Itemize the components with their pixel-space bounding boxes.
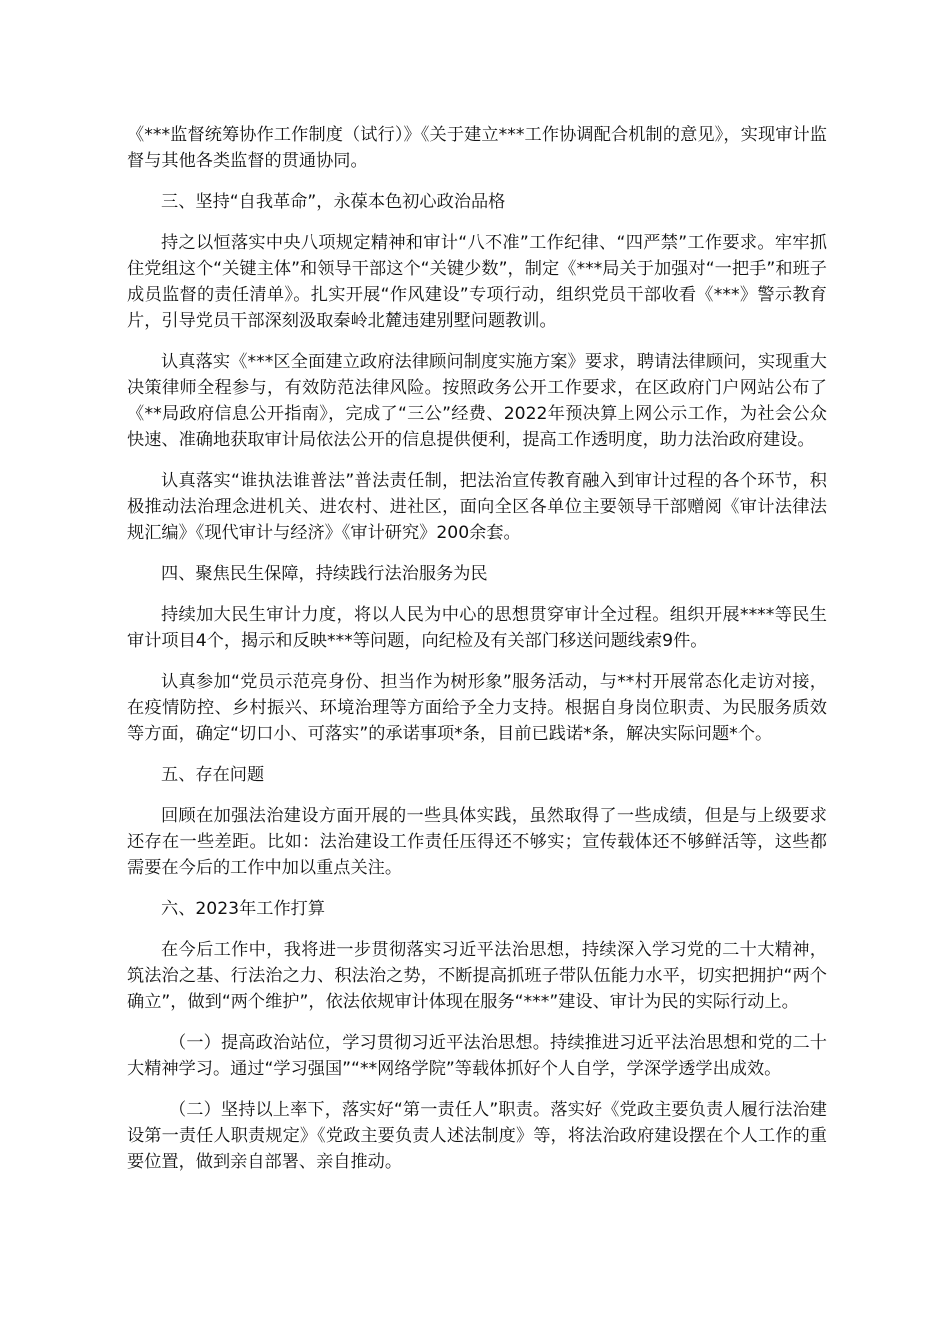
section-heading-6: 六、2023年工作打算	[161, 899, 326, 919]
section-heading-3: 三、坚持“自我革命”，永葆本色初心政治品格	[161, 192, 506, 212]
sub-item-paragraph: （二）坚持以上率下，落实好“第一责任人”职责。落实好《党政主要负责人履行法治建设第一责任人职责规定》《党政主要负责人述法制度》等，将法治政府建设摆在个人工作的重要位置，做到亲自部署、亲自推动。	[127, 1100, 827, 1172]
paragraph: 回顾在加强法治建设方面开展的一些具体实践，虽然取得了一些成绩，但是与上级要求还存在一些差距。比如：法治建设工作责任压得还不够实；宣传载体还不够鲜活等，这些都需要在今后的工作中加以重点关注。	[127, 806, 827, 878]
paragraph: 认真落实“谁执法谁普法”普法责任制，把法治宣传教育融入到审计过程的各个环节，积极推动法治理念进机关、进农村、进社区，面向全区各单位主要领导干部赠阅《审计法律法规汇编》《现代审计与经济》《审计研究》200余套。	[127, 471, 827, 543]
paragraph-intro-continuation: 《***监督统筹协作工作制度（试行）》《关于建立***工作协调配合机制的意见》，实现审计监督与其他各类监督的贯通协同。	[127, 125, 827, 171]
sub-item-paragraph: （一）提高政治站位，学习贯彻习近平法治思想。持续推进习近平法治思想和党的二十大精神学习。通过“学习强国”“**网络学院”等载体抓好个人自学，学深学透学出成效。	[127, 1033, 827, 1079]
section-heading-4: 四、聚焦民生保障，持续践行法治服务为民	[161, 564, 488, 584]
paragraph: 持之以恒落实中央八项规定精神和审计“八不准”工作纪律、“四严禁”工作要求。牢牢抓住党组这个“关键主体”和领导干部这个“关键少数”，制定《***局关于加强对“一把手”和班子成员监督的责任清单》。扎实开展“作风建设”专项行动，组织党员干部收看《***》警示教育片，引导党员干部深刻汲取秦岭北麓违建别墅问题教训。	[127, 233, 827, 331]
paragraph: 在今后工作中，我将进一步贯彻落实习近平法治思想，持续深入学习党的二十大精神，筑法治之基、行法治之力、积法治之势，不断提高抓班子带队伍能力水平，切实把拥护“两个确立”，做到“两个维护”，依法依规审计体现在服务“***”建设、审计为民的实际行动上。	[127, 940, 827, 1012]
paragraph: 持续加大民生审计力度，将以人民为中心的思想贯穿审计全过程。组织开展****等民生审计项目4个，揭示和反映***等问题，向纪检及有关部门移送问题线索9件。	[127, 605, 827, 651]
section-heading-5: 五、存在问题	[161, 765, 265, 785]
paragraph: 认真落实《***区全面建立政府法律顾问制度实施方案》要求，聘请法律顾问，实现重大决策律师全程参与，有效防范法律风险。按照政务公开工作要求，在区政府门户网站公布了《**局政府信息公开指南》，完成了“三公”经费、2022年预决算上网公示工作，为社会公众快速、准确地获取审计局依法公开的信息提供便利，提高工作透明度，助力法治政府建设。	[127, 352, 827, 450]
paragraph: 认真参加“党员示范亮身份、担当作为树形象”服务活动，与**村开展常态化走访对接，在疫情防控、乡村振兴、环境治理等方面给予全力支持。根据自身岗位职责、为民服务质效等方面，确定“切口小、可落实”的承诺事项*条，目前已践诺*条，解决实际问题*个。	[127, 672, 827, 744]
document-body	[127, 122, 827, 1190]
